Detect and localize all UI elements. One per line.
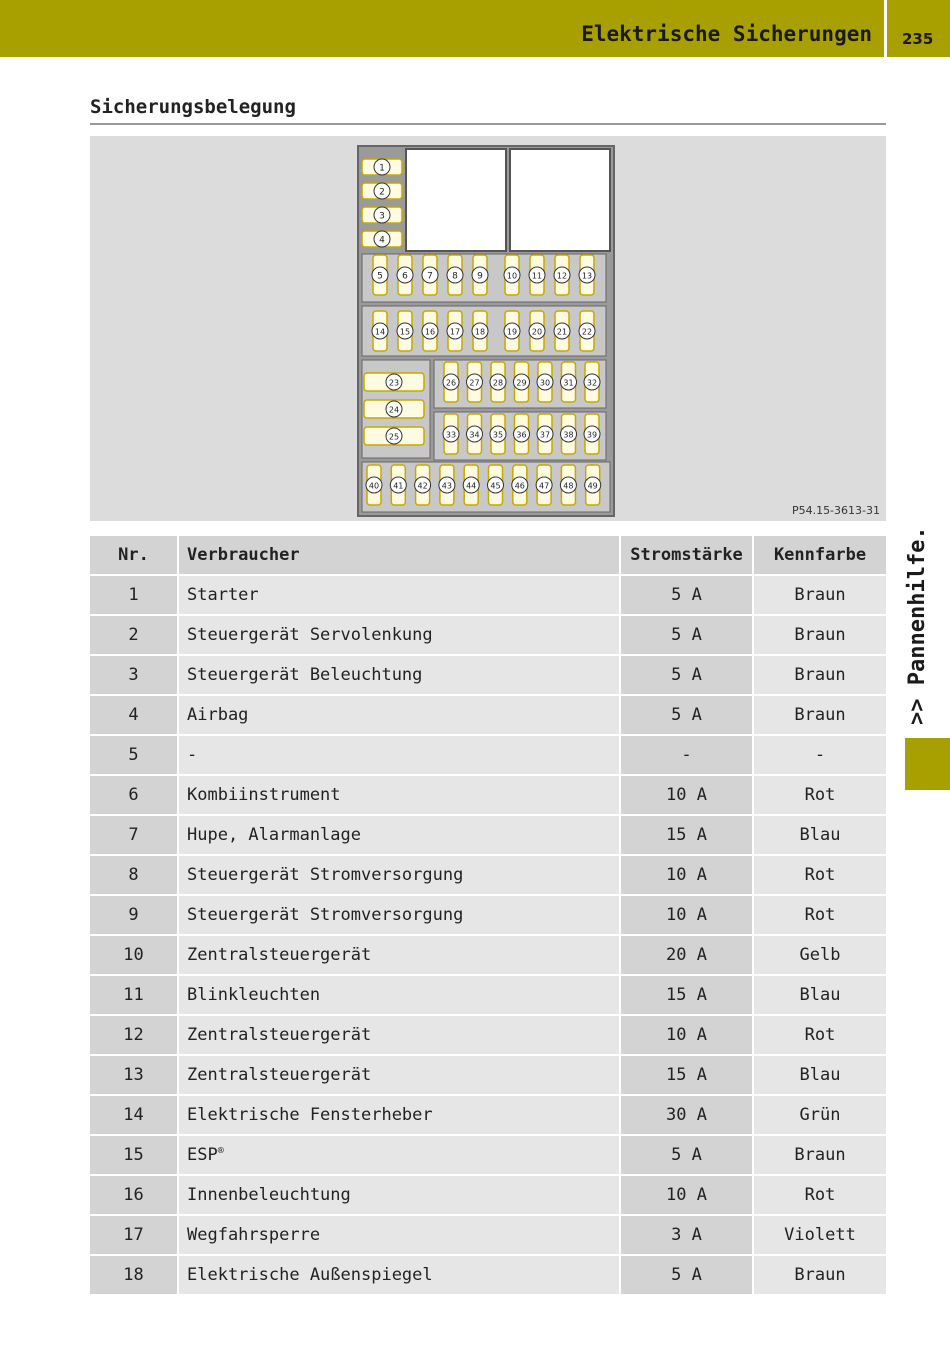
fuse-35 xyxy=(490,414,506,454)
cell-nr xyxy=(90,1135,178,1175)
fuse-label: 45 xyxy=(490,481,501,491)
cell-stromstaerke xyxy=(620,1175,753,1215)
fuse-33 xyxy=(443,414,459,454)
cell-verbraucher-text: Starter xyxy=(187,585,259,605)
cell-kennfarbe xyxy=(753,1095,886,1135)
cell-nr xyxy=(90,735,178,775)
cell-kennfarbe-text: Rot xyxy=(804,785,836,805)
fuse-label: 9 xyxy=(477,271,483,282)
cell-stromstaerke-text: - xyxy=(681,745,692,765)
cell-stromstaerke-text: 5 A xyxy=(671,1145,702,1165)
fuse-27 xyxy=(467,362,483,402)
cell-verbraucher-text: Zentralsteuergerät xyxy=(187,1025,372,1045)
fuse-label: 10 xyxy=(506,271,518,281)
fuse-label: 35 xyxy=(492,430,504,440)
cell-kennfarbe xyxy=(753,1135,886,1175)
fuse-14 xyxy=(372,311,388,351)
fuse-label: 1 xyxy=(379,163,385,174)
cell-nr-text: 17 xyxy=(123,1225,144,1245)
cell-nr xyxy=(90,1255,178,1295)
cell-stromstaerke xyxy=(620,695,753,735)
cell-kennfarbe xyxy=(753,815,886,855)
fuse-label: 37 xyxy=(539,430,551,440)
cell-nr-text: 10 xyxy=(123,945,144,965)
cell-stromstaerke-text: 15 A xyxy=(666,985,707,1005)
cell-stromstaerke xyxy=(620,815,753,855)
fuse-1 xyxy=(362,159,402,175)
fuse-8 xyxy=(447,255,463,295)
fuse-22 xyxy=(579,311,595,351)
fuse-label: 17 xyxy=(449,327,461,337)
cell-kennfarbe xyxy=(753,575,886,615)
cell-nr-text: 12 xyxy=(123,1025,144,1045)
fuse-label: 24 xyxy=(388,405,400,415)
col-header-stromstaerke: Stromstärke xyxy=(620,536,753,575)
cell-nr xyxy=(90,575,178,615)
cell-kennfarbe xyxy=(753,1175,886,1215)
fuse-label: 23 xyxy=(388,378,400,388)
cell-stromstaerke xyxy=(620,895,753,935)
cell-stromstaerke xyxy=(620,855,753,895)
cell-nr-text: 18 xyxy=(123,1265,144,1285)
cell-kennfarbe xyxy=(753,895,886,935)
cell-verbraucher xyxy=(178,775,620,815)
table-row xyxy=(90,935,886,975)
fuse-9 xyxy=(472,255,488,295)
cell-nr xyxy=(90,615,178,655)
table-row xyxy=(90,815,886,855)
cell-verbraucher-text: Zentralsteuergerät xyxy=(187,1065,372,1085)
fuse-label: 29 xyxy=(516,378,527,388)
cell-nr-text: 16 xyxy=(123,1185,144,1205)
cell-nr xyxy=(90,935,178,975)
cell-stromstaerke-text: 5 A xyxy=(671,585,702,605)
cell-stromstaerke-text: 15 A xyxy=(666,825,707,845)
table-row xyxy=(90,1055,886,1095)
table-row xyxy=(90,575,886,615)
fuse-31 xyxy=(561,362,577,402)
cell-verbraucher-text: Zentralsteuergerät xyxy=(187,945,372,965)
cell-stromstaerke xyxy=(620,1095,753,1135)
fuse-label: 13 xyxy=(581,271,593,281)
cell-stromstaerke-text: 15 A xyxy=(666,1065,707,1085)
cell-verbraucher-text: Innenbeleuchtung xyxy=(187,1185,351,1205)
cell-nr xyxy=(90,655,178,695)
cell-verbraucher-text: Steuergerät Servolenkung xyxy=(187,625,433,645)
cell-stromstaerke-text: 5 A xyxy=(671,625,702,645)
fuse-39 xyxy=(584,414,600,454)
cell-verbraucher xyxy=(178,855,620,895)
cell-stromstaerke-text: 10 A xyxy=(666,1025,707,1045)
cell-verbraucher xyxy=(178,975,620,1015)
fuse-11 xyxy=(529,255,545,295)
fuse-40 xyxy=(366,465,382,505)
cell-kennfarbe xyxy=(753,1255,886,1295)
cell-nr xyxy=(90,815,178,855)
fuse-label: 44 xyxy=(466,481,477,491)
fuse-4 xyxy=(362,231,402,247)
cell-verbraucher-text: Hupe, Alarmanlage xyxy=(187,825,361,845)
chapter-tab xyxy=(905,738,950,790)
cell-kennfarbe-text: Braun xyxy=(794,705,846,725)
table-row xyxy=(90,1015,886,1055)
cell-stromstaerke xyxy=(620,1135,753,1175)
fuse-label: 33 xyxy=(445,430,457,440)
table-row xyxy=(90,615,886,655)
fuse-47 xyxy=(536,465,552,505)
cell-kennfarbe-text: Blau xyxy=(799,1065,841,1085)
fuse-34 xyxy=(467,414,483,454)
chapter-side-label: >> Pannenhilfe. xyxy=(905,526,930,725)
cell-kennfarbe-text: Braun xyxy=(794,625,846,645)
table-row xyxy=(90,655,886,695)
fuse-label: 49 xyxy=(587,481,598,491)
fuse-23 xyxy=(364,373,424,391)
fuse-label: 19 xyxy=(506,327,518,337)
fuse-label: 30 xyxy=(539,378,551,388)
fuse-43 xyxy=(439,465,455,505)
cell-stromstaerke-text: 3 A xyxy=(671,1225,702,1245)
cell-verbraucher xyxy=(178,655,620,695)
fuse-label: 36 xyxy=(516,430,527,440)
fuse-25 xyxy=(364,427,424,445)
fusebox-figure xyxy=(90,136,886,521)
table-row xyxy=(90,775,886,815)
fuse-label: 28 xyxy=(492,378,504,388)
cell-kennfarbe xyxy=(753,655,886,695)
fuse-label: 21 xyxy=(556,327,568,337)
cell-verbraucher xyxy=(178,575,620,615)
cell-kennfarbe-text: Rot xyxy=(804,1025,836,1045)
cell-verbraucher-text: Steuergerät Stromversorgung xyxy=(187,865,464,885)
cell-stromstaerke-text: 5 A xyxy=(671,1265,702,1285)
cell-verbraucher xyxy=(178,735,620,775)
cell-nr xyxy=(90,1095,178,1135)
cell-nr-text: 2 xyxy=(128,625,139,645)
cell-verbraucher-text: Steuergerät Beleuchtung xyxy=(187,665,423,685)
fuse-32 xyxy=(584,362,600,402)
cell-nr-text: 15 xyxy=(123,1145,144,1165)
fuse-label: 6 xyxy=(402,271,408,282)
cell-kennfarbe-text: Rot xyxy=(804,1185,836,1205)
fuse-label: 26 xyxy=(445,378,457,388)
fuse-label: 38 xyxy=(563,430,574,440)
page-number: 235 xyxy=(902,30,934,48)
col-header-verbraucher: Verbraucher xyxy=(178,536,620,575)
cell-verbraucher-text: Blinkleuchten xyxy=(187,985,321,1005)
cell-nr xyxy=(90,1175,178,1215)
fuse-24 xyxy=(364,400,424,418)
cell-verbraucher-text: Steuergerät Stromversorgung xyxy=(187,905,464,925)
cell-verbraucher xyxy=(178,1015,620,1055)
cell-verbraucher xyxy=(178,1095,620,1135)
trademark-mark: ® xyxy=(217,1145,224,1157)
table-row xyxy=(90,1255,886,1295)
fuse-49 xyxy=(585,465,601,505)
fuse-label: 14 xyxy=(374,327,386,337)
cell-stromstaerke-text: 5 A xyxy=(671,705,702,725)
cell-nr xyxy=(90,975,178,1015)
cell-stromstaerke xyxy=(620,575,753,615)
cell-stromstaerke-text: 10 A xyxy=(666,865,707,885)
cell-nr xyxy=(90,1055,178,1095)
cell-verbraucher-text: ESP xyxy=(187,1145,218,1165)
cell-verbraucher xyxy=(178,1055,620,1095)
cell-nr-text: 7 xyxy=(128,825,139,845)
cell-stromstaerke xyxy=(620,975,753,1015)
fusebox-diagram xyxy=(90,136,886,521)
figure-caption: P54.15-3613-31 xyxy=(791,504,880,517)
cell-kennfarbe xyxy=(753,735,886,775)
fuse-label: 39 xyxy=(586,430,598,440)
cell-nr-text: 9 xyxy=(128,905,139,925)
page-title: Elektrische Sicherungen xyxy=(581,22,872,46)
fuse-29 xyxy=(514,362,530,402)
cell-kennfarbe-text: Blau xyxy=(799,985,841,1005)
cell-verbraucher-text: Wegfahrsperre xyxy=(187,1225,321,1245)
cell-kennfarbe-text: Violett xyxy=(784,1225,856,1245)
cell-nr xyxy=(90,1015,178,1055)
cell-verbraucher xyxy=(178,615,620,655)
cell-kennfarbe xyxy=(753,775,886,815)
cell-nr xyxy=(90,775,178,815)
fuse-20 xyxy=(529,311,545,351)
cell-stromstaerke-text: 10 A xyxy=(666,905,707,925)
cell-kennfarbe xyxy=(753,1215,886,1255)
fuse-label: 34 xyxy=(469,430,480,440)
cell-kennfarbe xyxy=(753,1055,886,1095)
fuse-36 xyxy=(514,414,530,454)
table-row xyxy=(90,1215,886,1255)
cell-kennfarbe xyxy=(753,855,886,895)
cell-nr-text: 1 xyxy=(128,585,139,605)
cell-nr xyxy=(90,695,178,735)
fuse-5 xyxy=(372,255,388,295)
fuse-2 xyxy=(362,183,402,199)
relay-block-right xyxy=(510,149,610,251)
cell-kennfarbe-text: Rot xyxy=(804,905,836,925)
fuse-label: 31 xyxy=(563,378,574,388)
cell-stromstaerke xyxy=(620,1015,753,1055)
fuse-30 xyxy=(537,362,553,402)
cell-kennfarbe-text: Gelb xyxy=(799,945,841,965)
cell-verbraucher xyxy=(178,1215,620,1255)
table-row xyxy=(90,1175,886,1215)
fuse-7 xyxy=(422,255,438,295)
fuse-17 xyxy=(447,311,463,351)
fuse-label: 42 xyxy=(417,481,428,491)
cell-kennfarbe xyxy=(753,975,886,1015)
cell-nr-text: 6 xyxy=(128,785,139,805)
cell-verbraucher-text: Airbag xyxy=(187,705,249,725)
cell-stromstaerke xyxy=(620,1255,753,1295)
cell-verbraucher-text: Elektrische Fensterheber xyxy=(187,1105,433,1125)
fuse-13 xyxy=(579,255,595,295)
fuse-label: 25 xyxy=(388,432,400,442)
cell-nr-text: 3 xyxy=(128,665,139,685)
fuse-label: 32 xyxy=(586,378,598,388)
table-row xyxy=(90,735,886,775)
cell-kennfarbe-text: Braun xyxy=(794,665,846,685)
fuse-label: 27 xyxy=(469,378,480,388)
fuse-45 xyxy=(488,465,504,505)
fuse-label: 2 xyxy=(379,187,385,198)
fuse-44 xyxy=(463,465,479,505)
fuse-6 xyxy=(397,255,413,295)
fuse-table xyxy=(90,536,886,1296)
fuse-16 xyxy=(422,311,438,351)
cell-verbraucher-text: Kombiinstrument xyxy=(187,785,341,805)
cell-verbraucher xyxy=(178,695,620,735)
cell-stromstaerke xyxy=(620,775,753,815)
cell-kennfarbe-text: Braun xyxy=(794,585,846,605)
cell-nr xyxy=(90,1215,178,1255)
col-header-kennfarbe: Kennfarbe xyxy=(753,536,886,575)
cell-stromstaerke xyxy=(620,935,753,975)
fuse-label: 18 xyxy=(474,327,486,337)
fuse-label: 12 xyxy=(556,271,568,281)
cell-nr-text: 14 xyxy=(123,1105,144,1125)
fuse-label: 43 xyxy=(441,481,452,491)
cell-stromstaerke-text: 10 A xyxy=(666,1185,707,1205)
fuse-label: 41 xyxy=(393,481,404,491)
cell-stromstaerke-text: 10 A xyxy=(666,785,707,805)
cell-verbraucher xyxy=(178,895,620,935)
cell-kennfarbe-text: Rot xyxy=(804,865,836,885)
fuse-label: 15 xyxy=(399,327,411,337)
cell-kennfarbe xyxy=(753,935,886,975)
cell-kennfarbe xyxy=(753,695,886,735)
fuse-label: 7 xyxy=(427,271,433,282)
fuse-label: 3 xyxy=(379,211,385,222)
fuse-28 xyxy=(490,362,506,402)
table-row xyxy=(90,855,886,895)
section-divider xyxy=(90,123,886,125)
cell-nr-text: 13 xyxy=(123,1065,144,1085)
relay-block-left xyxy=(406,149,506,251)
cell-nr-text: 8 xyxy=(128,865,139,885)
cell-kennfarbe-text: - xyxy=(814,745,826,765)
fuse-19 xyxy=(504,311,520,351)
fuse-37 xyxy=(537,414,553,454)
fuse-label: 48 xyxy=(563,481,574,491)
fuse-label: 8 xyxy=(452,271,458,282)
table-row xyxy=(90,1095,886,1135)
cell-stromstaerke-text: 5 A xyxy=(671,665,702,685)
fuse-38 xyxy=(561,414,577,454)
fuse-10 xyxy=(504,255,520,295)
fuse-46 xyxy=(512,465,528,505)
cell-stromstaerke xyxy=(620,615,753,655)
cell-nr-text: 11 xyxy=(123,985,144,1005)
cell-verbraucher xyxy=(178,935,620,975)
fuse-label: 40 xyxy=(368,481,380,491)
cell-stromstaerke xyxy=(620,735,753,775)
cell-stromstaerke xyxy=(620,655,753,695)
fuse-41 xyxy=(390,465,406,505)
fuse-48 xyxy=(560,465,576,505)
cell-stromstaerke xyxy=(620,1215,753,1255)
table-row xyxy=(90,1135,886,1175)
cell-kennfarbe xyxy=(753,615,886,655)
cell-stromstaerke-text: 20 A xyxy=(666,945,707,965)
fuse-26 xyxy=(443,362,459,402)
page-number-box xyxy=(887,0,950,57)
fuse-label: 46 xyxy=(514,481,525,491)
fuse-label: 20 xyxy=(531,327,543,337)
fuse-3 xyxy=(362,207,402,223)
fuse-15 xyxy=(397,311,413,351)
fuse-label: 11 xyxy=(531,271,543,281)
fuse-21 xyxy=(554,311,570,351)
fuse-label: 4 xyxy=(379,235,385,246)
fuse-42 xyxy=(415,465,431,505)
cell-verbraucher xyxy=(178,1135,620,1175)
fuse-label: 16 xyxy=(424,327,436,337)
table-header-row xyxy=(90,536,886,575)
cell-verbraucher-text: Elektrische Außenspiegel xyxy=(187,1265,433,1285)
cell-kennfarbe xyxy=(753,1015,886,1055)
cell-verbraucher xyxy=(178,1175,620,1215)
fuse-label: 47 xyxy=(539,481,550,491)
cell-kennfarbe-text: Braun xyxy=(794,1145,846,1165)
table-row xyxy=(90,975,886,1015)
cell-stromstaerke-text: 30 A xyxy=(666,1105,707,1125)
cell-nr xyxy=(90,855,178,895)
cell-nr xyxy=(90,895,178,935)
fuse-label: 22 xyxy=(581,327,593,337)
cell-kennfarbe-text: Grün xyxy=(799,1105,841,1125)
fuse-18 xyxy=(472,311,488,351)
cell-kennfarbe-text: Blau xyxy=(799,825,841,845)
table-row xyxy=(90,695,886,735)
cell-stromstaerke xyxy=(620,1055,753,1095)
cell-verbraucher-text: - xyxy=(187,745,198,765)
cell-nr-text: 4 xyxy=(128,705,139,725)
section-title: Sicherungsbelegung xyxy=(90,96,296,118)
cell-verbraucher xyxy=(178,815,620,855)
cell-nr-text: 5 xyxy=(128,745,139,765)
table-row xyxy=(90,895,886,935)
cell-kennfarbe-text: Braun xyxy=(794,1265,846,1285)
fuse-label: 5 xyxy=(377,271,383,282)
cell-verbraucher xyxy=(178,1255,620,1295)
col-header-nr: Nr. xyxy=(90,536,178,575)
fuse-12 xyxy=(554,255,570,295)
